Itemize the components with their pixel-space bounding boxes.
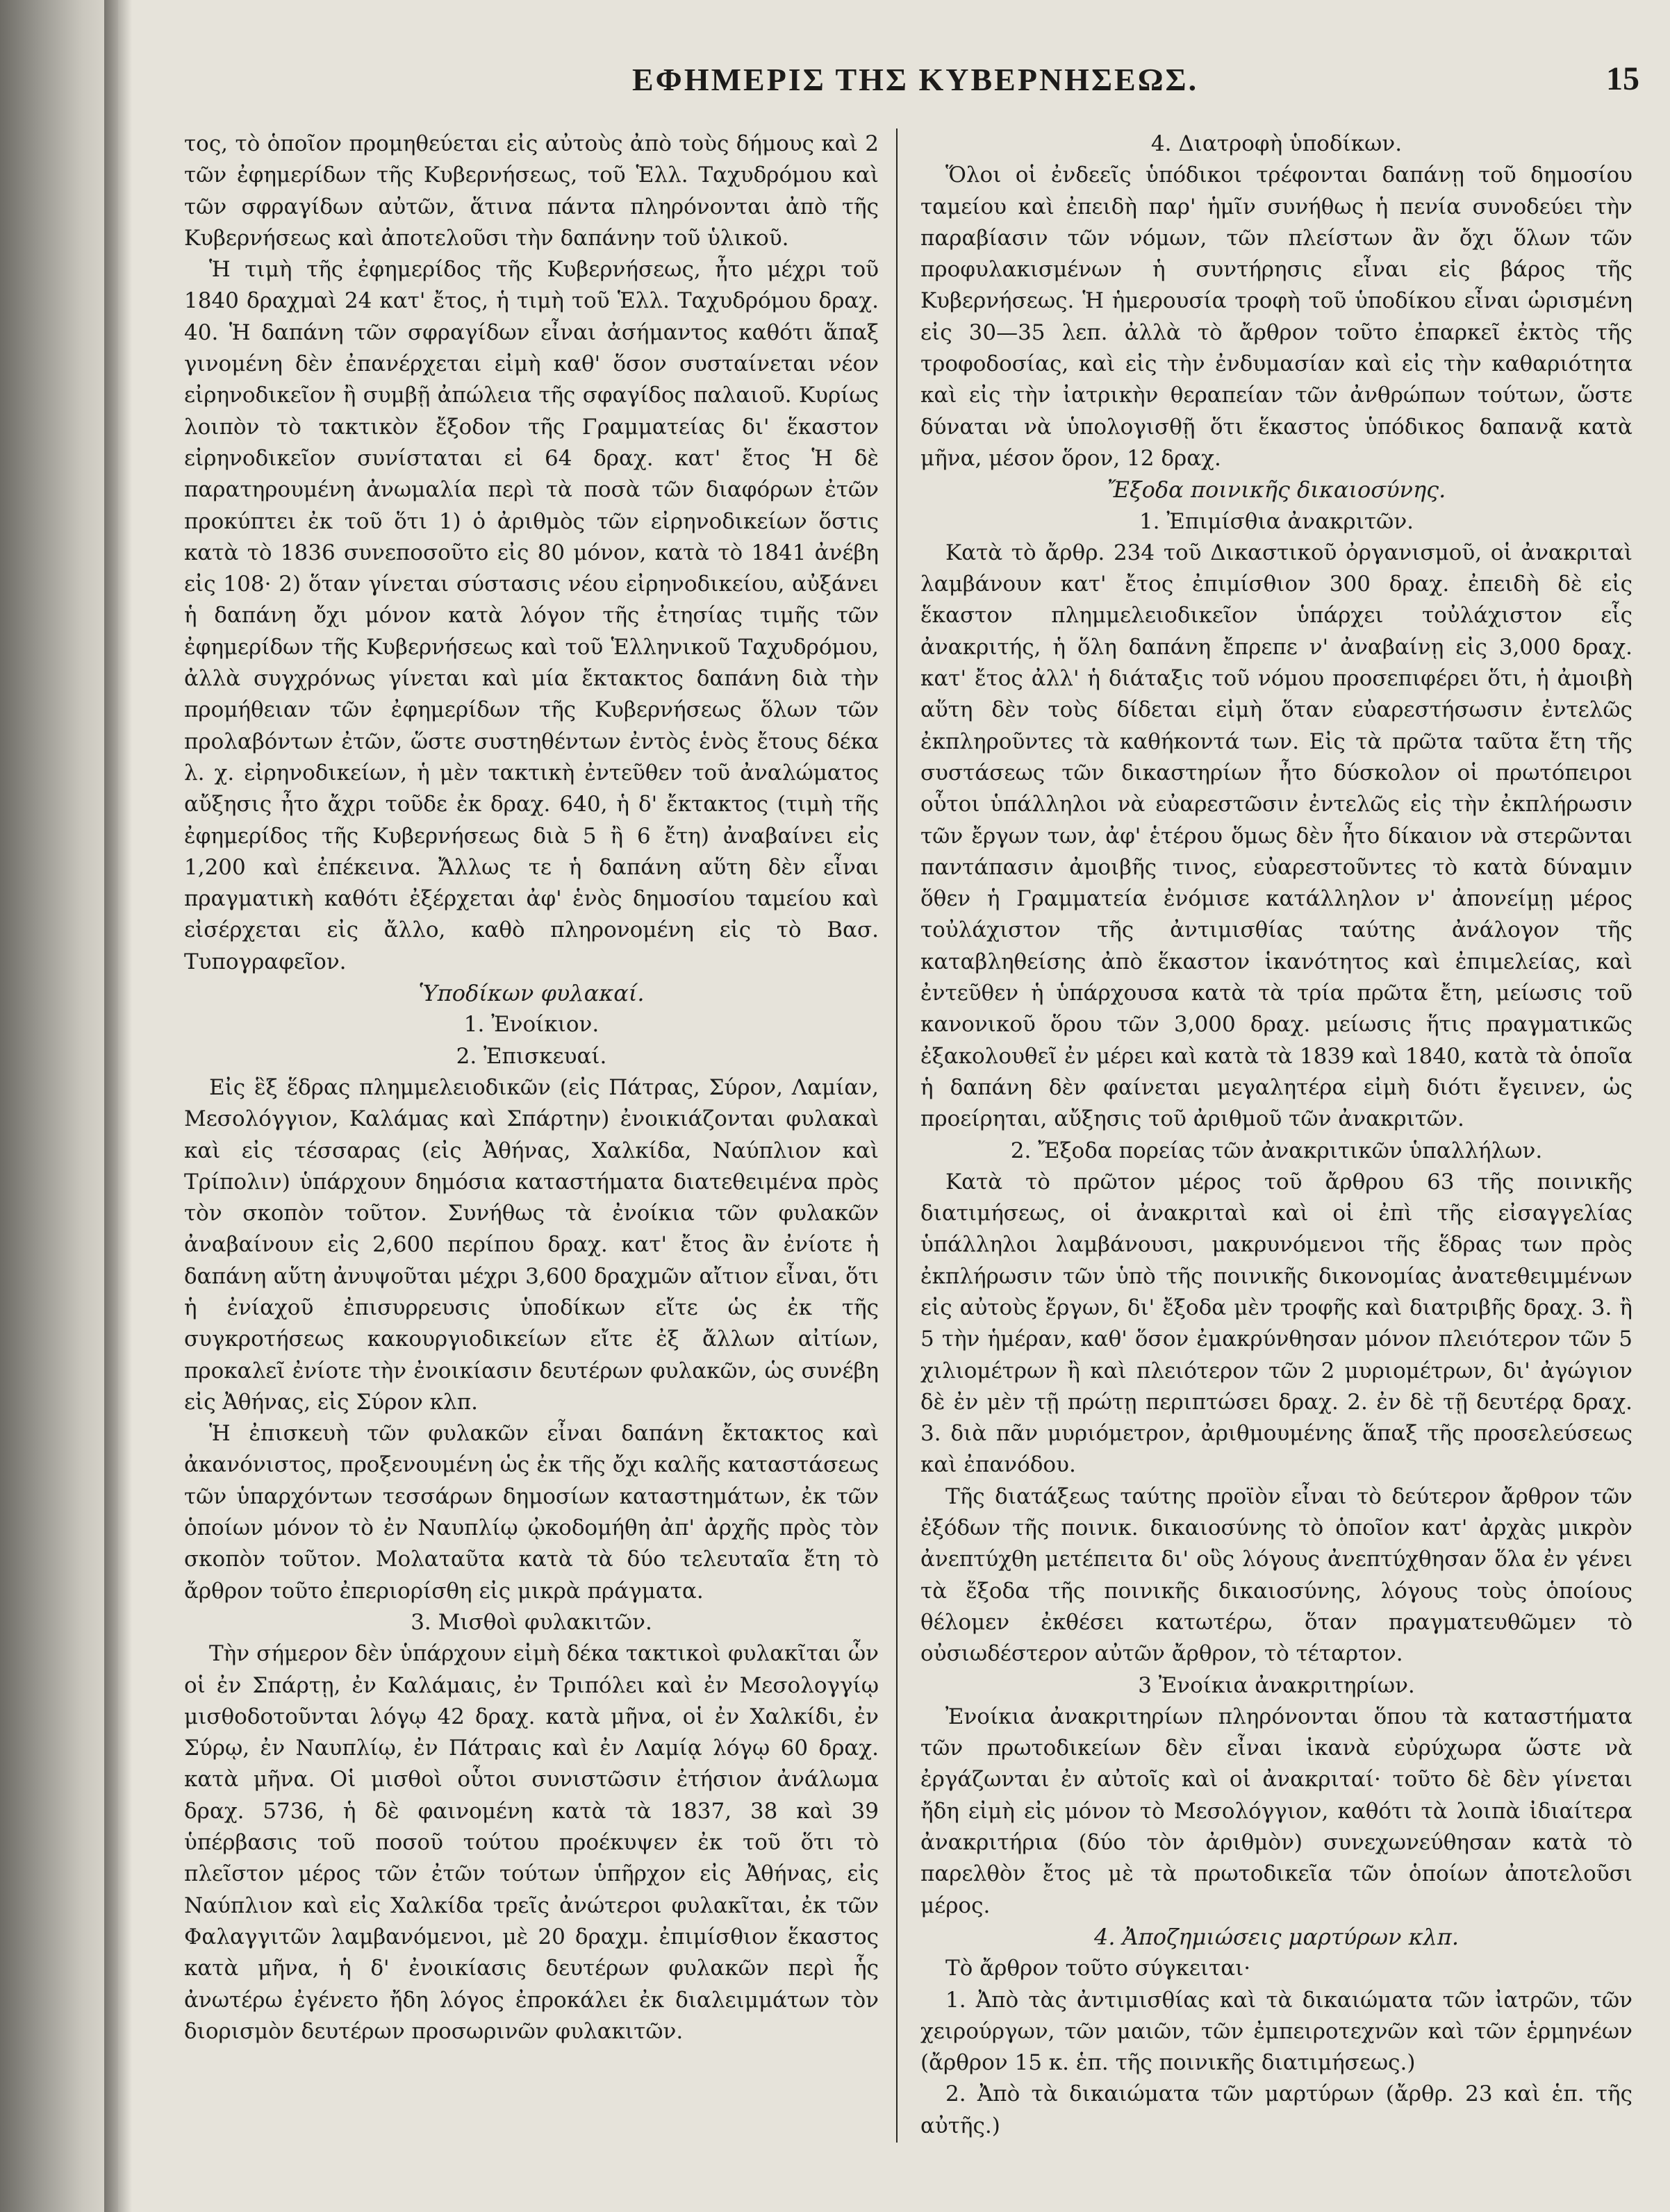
paragraph: Τῆς διατάξεως ταύτης προϊὸν εἶναι τὸ δεύτερον ἄρθρον τῶν ἐξόδων τῆς ποινικ. δικαιοσύνης τὸ ὁποῖον κατ' ἀρχὰς μικρὸν ἀνεπτύχθη μετέπειτα δι' οὓς λόγους ἀνεπτύχθησαν ὅλα ἐν γένει τὰ ἔξοδα τῆς ποινικῆς δικαιοσύνης, λόγους τοὺς ὁποίους θέλομεν ἐκθέσει κατωτέρω, ὅταν πραγματευθῶμεν τὸ οὐσιωδέστερον αὐτῶν ἄρθρον, τὸ τέταρτον. — [920, 1483, 1632, 1667]
gutter-shadow — [104, 0, 132, 2212]
column-divider — [896, 128, 898, 2143]
paragraph: Ἐνοίκια ἀνακριτηρίων πληρόνονται ὅπου τὰ καταστήματα τῶν πρωτοδικείων δὲν εἶναι ἱκανὰ εὐρύχωρα ὥστε νὰ ἐργάζωνται ἐν αὐτοῖς καὶ οἱ ἀνακριταί· τοῦτο δὲ δὲν γίνεται ἤδη εἰμὴ εἰς μόνον τὸ Μεσολόγγιον, καθότι τὰ λοιπὰ ἰδιαίτερα ἀνακριτήρια (δύο τὸν ἀριθμὸν) συνεχωνεύθησαν κατὰ τὸ παρελθὸν ἔτος μὲ τὰ πρωτοδικεῖα τῶν ὁποίων ἀποτελοῦσι μέρος. — [920, 1704, 1632, 1918]
left-column — [184, 128, 879, 2047]
subsection-heading: 3. Μισθοὶ φυλακιτῶν. — [411, 1609, 652, 1635]
section-heading: Ὑποδίκων φυλακαί. — [418, 980, 645, 1007]
paragraph: 2. Ἀπὸ τὰ δικαιώματα τῶν μαρτύρων (ἄρθρ. 23 καὶ ἑπ. τῆς αὐτῆς.) — [920, 2081, 1632, 2138]
paragraph: Ἡ ἐπισκευὴ τῶν φυλακῶν εἶναι δαπάνη ἔκτακτος καὶ ἀκανόνιστος, προξενουμένη ὡς ἐκ τῆς ὄχι καλῆς καταστάσεως τῶν ὑπαρχόντων τεσσάρων δημοσίων καταστημάτων, ἐκ τῶν ὁποίων μόνον τὸ ἐν Ναυπλίῳ ᾠκοδομήθη ἀπ' ἀρχῆς πρὸς τὸν σκοπὸν τοῦτον. Μολαταῦτα κατὰ τὰ δύο τελευταῖα ἔτη τὸ ἄρθρον τοῦτο ἐπεριορίσθη εἰς μικρὰ πράγματα. — [184, 1421, 879, 1604]
newspaper-title: ΕΦΗΜΕΡΙΣ ΤΗΣ ΚΥΒΕΡΝΗΣΕΩΣ. — [632, 62, 1199, 97]
paragraph: 1. Ἀπὸ τὰς ἀντιμισθίας καὶ τὰ δικαιώματα τῶν ἰατρῶν, τῶν χειρούργων, τῶν μαιῶν, τῶν ἐμπειροτεχνῶν καὶ τῶν ἑρμηνέων (ἄρθρον 15 κ. ἑπ. τῆς ποινικῆς διατιμήσεως.) — [920, 1987, 1632, 2076]
subsection-heading: 4. Διατροφὴ ὑποδίκων. — [1150, 131, 1403, 156]
section-heading: 4. Ἀποζημιώσεις μαρτύρων κλπ. — [1093, 1923, 1460, 1950]
paragraph: Κατὰ τὸ ἄρθρ. 234 τοῦ Δικαστικοῦ ὀργανισμοῦ, οἱ ἀνακριταὶ λαμβάνουν κατ' ἔτος ἐπιμίσθιον 300 δραχ. ἐπειδὴ δὲ εἰς ἕκαστον πλημμελειοδικεῖον ὑπάρχει τοὐλάχιστον εἷς ἀνακριτής, ἡ ὅλη δαπάνη ἔπρεπε ν' ἀναβαίνῃ εἰς 3,000 δραχ. κατ' ἔτος ἀλλ' ἡ διάταξις τοῦ νόμου προσεπιφέρει ὅτι, ἡ ἀμοιβὴ αὕτη δὲν τοὺς δίδεται εἰμὴ ὅταν εὐαρεστήσωσιν ἐντελῶς ἐκπληροῦντες τὰ καθήκοντά των. Εἰς τὰ πρῶτα ταῦτα ἔτη τῆς συστάσεως τῶν δικαστηρίων ἦτο δύσκολον οἱ πρωτόπειροι οὗτοι ὑπάλληλοι νὰ εὐαρεστῶσιν ἐντελῶς εἰς τὴν ἐκπλήρωσιν τῶν ἔργων των, ἀφ' ἑτέρου ὅμως δὲν ἦτο δίκαιον νὰ στερῶνται παντάπασιν ἀμοιβῆς τινος, εὐαρεστοῦντες τὸ κατὰ δύναμιν ὅθεν ἡ Γραμματεία ἐνόμισε κατάλληλον ν' ἀπονείμῃ μέρος τοὐλάχιστον τῆς ἀντιμισθίας ταύτης ἀνάλογον τῆς καταβληθείσης ἀπὸ ἕκαστον ἱκανότητος καὶ ἐπιμελείας, καὶ ἐντεῦθεν ἡ ὑπάρχουσα κατὰ τὰ τρία πρῶτα ἔτη, μείωσις τοῦ κανονικοῦ ὅρου τῶν 3,000 δραχ. μείωσις ἥτις πραγματικῶς ἐξακολουθεῖ ἐν μέρει καὶ κατὰ τὰ 1839 καὶ 1840, κατὰ τὰ ὁποῖα ἡ δαπάνη δὲν φαίνεται μεγαλητέρα εἰμὴ διότι ἔγεινεν, ὡς προείρηται, αὔξησις τοῦ ἀριθμοῦ τῶν ἀνακριτῶν. — [920, 540, 1632, 1132]
section-heading: Ἔξοδα ποινικῆς δικαιοσύνης. — [1107, 476, 1446, 504]
paragraph: τος, τὸ ὁποῖον προμηθεύεται εἰς αὐτοὺς ἀπὸ τοὺς δήμους καὶ 2 τῶν ἐφημερίδων τῆς Κυβερνήσεως, τοῦ Ἑλλ. Ταχυδρόμου καὶ τῶν σφραγίδων αὐτῶν, ἅτινα πάντα πληρόνονται ἀπὸ τῆς Κυβερνήσεως καὶ ἀποτελοῦσι τὴν δαπάνην τοῦ ὑλικοῦ. — [184, 131, 879, 251]
paragraph: Κατὰ τὸ πρῶτον μέρος τοῦ ἄρθρου 63 τῆς ποινικῆς διατιμήσεως, οἱ ἀνακριταὶ καὶ οἱ ἐπὶ τῆς εἰσαγγελίας ὑπάλληλοι λαμβάνουσι, μακρυνόμενοι τῆς ἕδρας των πρὸς ἐκπλήρωσιν τῶν ὑπὸ τῆς ποινικῆς δικονομίας ἀνατεθειμμένων εἰς αὐτοὺς ἔργων, δι' ἔξοδα μὲν τροφῆς καὶ διατριβῆς δραχ. 3. ἢ 5 τὴν ἡμέραν, καθ' ὅσον ἐμακρύνθησαν μόνον πλειότερον τῶν 5 χιλιομέτρων ἢ καὶ πλειότερον τῶν 2 μυριομέτρων, δι' ἀγώγιον δὲ ἐν μὲν τῇ πρώτῃ περιπτώσει δραχ. 2. ἐν δὲ τῇ δευτέρᾳ δραχ. 3. διὰ πᾶν μυριόμετρον, ἀριθμουμένης ἅπαξ τῆς προσελεύσεως καὶ ἐπανόδου. — [920, 1169, 1632, 1478]
page-number: 15 — [1606, 60, 1639, 97]
page-header — [174, 56, 1639, 104]
paragraph: Εἰς ἓξ ἕδρας πλημμελειοδικῶν (εἰς Πάτρας, Σύρον, Λαμίαν, Μεσολόγγιον, Καλάμας καὶ Σπάρτην) ἐνοικιάζονται φυλακαὶ καὶ εἰς τέσσαρας (εἰς Ἀθήνας, Χαλκίδα, Ναύπλιον καὶ Τρίπολιν) ὑπάρχουν δημόσια καταστήματα διατεθειμένα πρὸς τὸν σκοπὸν τοῦτον. Συνήθως τὰ ἐνοίκια τῶν φυλακῶν ἀναβαίνουν εἰς 2,600 περίπου δραχ. κατ' ἔτος ἂν ἐνίοτε ἡ δαπάνη αὕτη ἀνυψοῦται μέχρι 3,600 δραχμῶν αἴτιον εἶναι, ὅτι ἡ ἐνίαχοῦ ἐπισυρρευσις ὑποδίκων εἴτε ὡς ἐκ τῆς συγκροτήσεως κακουργιοδικείων εἴτε ἐξ ἄλλων αἰτίων, προκαλεῖ ἐνίοτε τὴν ἐνοικίασιν δευτέρων φυλακῶν, ὡς συνέβη εἰς Ἀθήνας, εἰς Σύρον κλπ. — [184, 1074, 879, 1415]
paragraph: Τὴν σήμερον δὲν ὑπάρχουν εἰμὴ δέκα τακτικοὶ φυλακῖται ὧν οἱ ἐν Σπάρτῃ, ἐν Καλάμαις, ἐν Τριπόλει καὶ ἐν Μεσολογγίῳ μισθοδοτοῦνται λόγῳ 42 δραχ. κατὰ μῆνα, οἱ ἐν Χαλκίδι, ἐν Σύρῳ, ἐν Ναυπλίῳ, ἐν Πάτραις καὶ ἐν Λαμίᾳ λόγῳ 60 δραχ. κατὰ μῆνα. Οἱ μισθοὶ οὗτοι συνιστῶσιν ἐτήσιον ἀνάλωμα δραχ. 5736, ἡ δὲ φαινομένη κατὰ τὰ 1837, 38 καὶ 39 ὑπέρβασις τοῦ ποσοῦ τούτου προέκυψεν ἐκ τοῦ ὅτι τὸ πλεῖστον μέρος τῶν ἐτῶν τούτων ὑπῆρχον εἰς Ἀθήνας, εἰς Ναύπλιον καὶ εἰς Χαλκίδα τρεῖς ἀνώτεροι φυλακῖται, ἐκ τῶν Φαλαγγιτῶν λαμβανόμενοι, μὲ 20 δραχμ. ἐπιμίσθιον ἕκαστος κατὰ μῆνα, ἡ δ' ἐνοικίασις δευτέρων φυλακῶν περὶ ἧς ἀνωτέρω ἐγένετο ἤδη λόγος ἐπροκάλει ἐκ διαλειμμάτων τὸν διορισμὸν δευτέρων προσωρινῶν φυλακιτῶν. — [184, 1641, 879, 2044]
paragraph: Ἡ τιμὴ τῆς ἐφημερίδος τῆς Κυβερνήσεως, ἦτο μέχρι τοῦ 1840 δραχμαὶ 24 κατ' ἔτος, ἡ τιμὴ τοῦ Ἑλλ. Ταχυδρόμου δραχ. 40. Ἡ δαπάνη τῶν σφραγίδων εἶναι ἀσήμαντος καθότι ἅπαξ γινομένη δὲν ἐπανέρχεται εἰμὴ καθ' ὅσον συσταίνεται νέον εἰρηνοδικεῖον ἢ συμβῇ ἀπώλεια τῆς σφαγίδος παλαιοῦ. Κυρίως λοιπὸν τὸ τακτικὸν ἔξοδον τῆς Γραμματείας δι' ἕκαστον εἰρηνοδικεῖον συνίσταται εἰ 64 δραχ. κατ' ἔτος Ἡ δὲ παρατηρουμένη ἀνωμαλία περὶ τὰ ποσὰ τῶν διαφόρων ἐτῶν προκύπτει ἐκ τοῦ ὅτι 1) ὁ ἀριθμὸς τῶν εἰρηνοδικείων ὅστις κατὰ τὸ 1836 συνεποσοῦτο εἰς 80 μόνον, κατὰ τὸ 1841 ἀνέβη εἰς 108· 2) ὅταν γίνεται σύστασις νέου εἰρηνοδικείου, αὐξάνει ἡ δαπάνη ὄχι μόνον κατὰ λόγον τῆς ἐτησίας τιμῆς τῶν ἐφημερίδων τῆς Κυβερνήσεως καὶ τοῦ Ἑλληνικοῦ Ταχυδρόμου, ἀλλὰ συγχρόνως γίνεται καὶ μία ἔκτακτος δαπάνη διὰ τὴν προμήθειαν τῶν ἐφημερίδων τῆς Κυβερνήσεως ὅλων τῶν προλαβόντων ἐτῶν, ὥστε συστηθέντων ἐντὸς ἑνὸς ἔτους δέκα λ. χ. εἰρηνοδικείων, ἡ μὲν τακτικὴ ἐντεῦθεν τοῦ ἀναλώματος αὔξησις ἦτο ἄχρι τοῦδε ἐκ δραχ. 640, ἡ δ' ἔκτακτος (τιμὴ τῆς ἐφημερίδος τῆς Κυβερνήσεως διὰ 5 ἢ 6 ἔτη) ἀναβαίνει εἰς 1,200 καὶ ἐπέκεινα. Ἄλλως τε ἡ δαπάνη αὕτη δὲν εἶναι πραγματικὴ καθότι ἐξέρχεται ἀφ' ἑνὸς δημοσίου ταμείου καὶ εἰσέρχεται εἰς ἄλλο, καθὸ πληρονομένη εἰς τὸ Βασ. Τυπογραφεῖον. — [184, 257, 879, 974]
right-column — [920, 128, 1632, 2142]
subsection-heading: 1. Ἐνοίκιον. — [463, 1012, 600, 1038]
subsection-heading: 2. Ἐπισκευαί. — [456, 1043, 607, 1069]
book-gutter — [0, 0, 118, 2212]
paragraph: Τὸ ἄρθρον τοῦτο σύγκειται· — [945, 1956, 1251, 1981]
subsection-heading: 1. Ἐπιμίσθια ἀνακριτῶν. — [1139, 508, 1414, 534]
subsection-heading: 3 Ἐνοίκια ἀνακριτηρίων. — [1138, 1672, 1415, 1698]
paragraph: Ὅλοι οἱ ἐνδεεῖς ὑπόδικοι τρέφονται δαπάνῃ τοῦ δημοσίου ταμείου καὶ ἐπειδὴ παρ' ἡμῖν συνήθως ἡ πενία συνοδεύει τὴν παραβίασιν τῶν νόμων, τῶν πλείστων ἂν ὄχι ὅλων τῶν προφυλακισμένων ἡ συντήρησις εἶναι εἰς βάρος τῆς Κυβερνήσεως. Ἡ ἡμερουσία τροφὴ τοῦ ὑποδίκου εἶναι ὡρισμένη εἰς 30—35 λεπ. ἀλλὰ τὸ ἄρθρον τοῦτο ἐπαρκεῖ ἐκτὸς τῆς τροφοδοσίας, καὶ εἰς τὴν ἐνδυμασίαν καὶ εἰς τὴν καθαριότητα καὶ εἰς τὴν ἰατρικὴν θεραπείαν τῶν ἀνθρώπων τούτων, ὥστε δύναται νὰ ὑπολογισθῇ ὅτι ἕκαστος ὑπόδικος δαπανᾷ κατὰ μῆνα, μέσον ὅρον, 12 δραχ. — [920, 163, 1632, 471]
subsection-heading: 2. Ἔξοδα πορείας τῶν ἀνακριτικῶν ὑπαλλήλων. — [1010, 1138, 1543, 1163]
